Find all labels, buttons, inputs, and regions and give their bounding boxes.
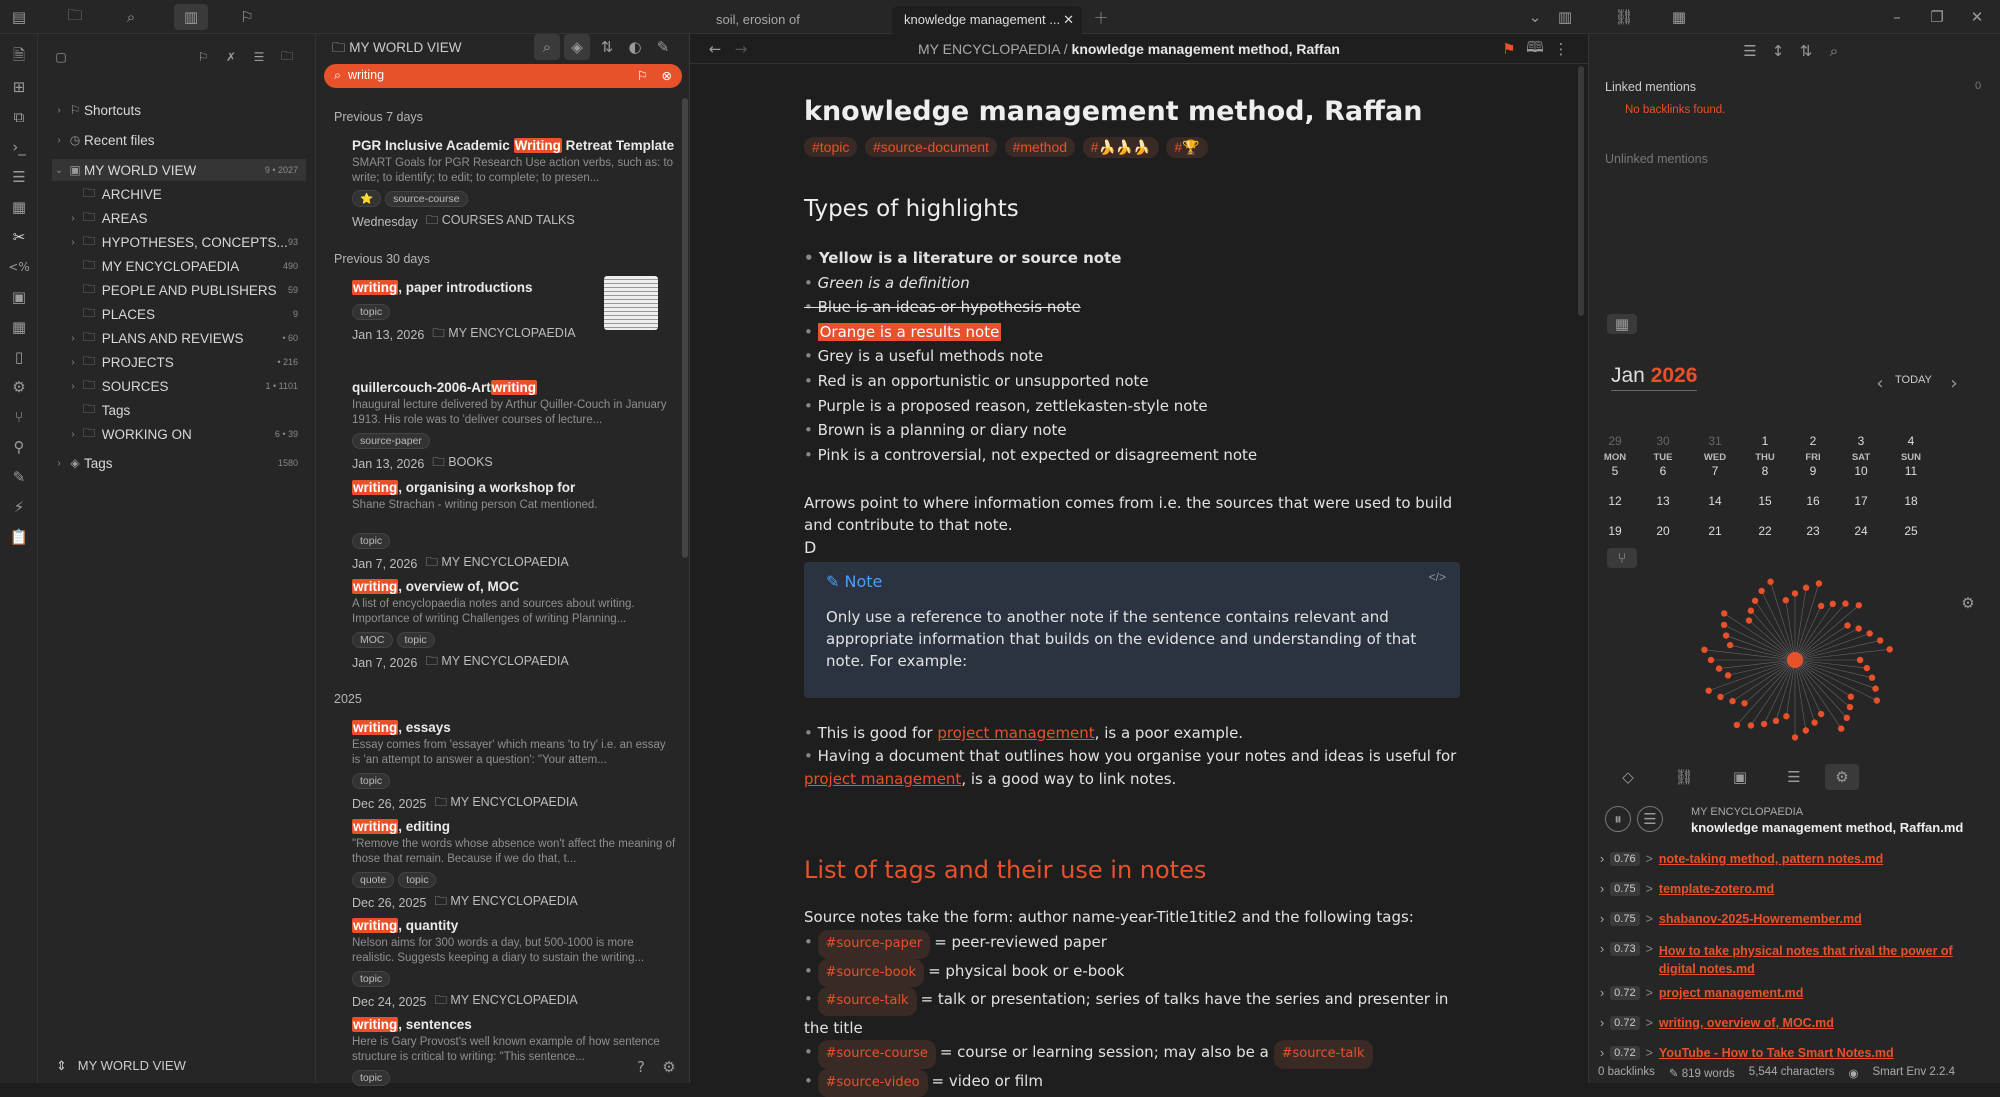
graph-node: [1725, 672, 1731, 678]
prev-month-icon[interactable]: ‹: [1867, 370, 1893, 396]
search-result[interactable]: writing, quantity Nelson aims for 300 words a day, but 500-1000 is more realistic. Suggests keeping a diary to sustain the writing... topic Dec 24, 2025 🗀 MY ENCYCLOPAEDIA: [352, 918, 676, 1012]
calendar-day[interactable]: 20: [1643, 524, 1683, 538]
tag-pill[interactable]: #method: [1005, 137, 1075, 157]
pause-icon[interactable]: ⏸: [1605, 806, 1631, 832]
local-graph[interactable]: [1677, 568, 1913, 768]
list-item: • Red is an opportunistic or unsupported note: [804, 369, 1257, 394]
calendar-day[interactable]: 4: [1891, 434, 1931, 448]
list-item: • #source-paper = peer-reviewed paper: [804, 930, 1464, 959]
tree-item-tags-folder[interactable]: 🗀 Tags: [80, 399, 306, 421]
folder-icon[interactable]: 🗀: [62, 4, 88, 30]
tab-knowledge[interactable]: knowledge management ... ✕: [892, 6, 1082, 34]
list-item: • #source-talk = talk or presentation; series of talks have the series and presenter in the title: [804, 987, 1464, 1040]
calendar-day[interactable]: 16: [1793, 494, 1833, 508]
highlight-list: [804, 246, 1257, 467]
list-item: • Purple is a proposed reason, zettlekasten-style note: [804, 394, 1257, 419]
callout-note[interactable]: [804, 562, 1460, 698]
graph-icon[interactable]: ⊞: [6, 74, 32, 100]
list-icon[interactable]: ☰: [6, 164, 32, 190]
calendar-day[interactable]: 25: [1891, 524, 1931, 538]
calendar-day[interactable]: 30: [1643, 434, 1683, 448]
calendar-day[interactable]: 3: [1841, 434, 1881, 448]
search-result[interactable]: quillercouch-2006-Artwriting Inaugural lecture delivered by Arthur Quiller-Couch in January 1913. His role was to 'deliver courses of lecture... source-paper Jan 13, 2026 🗀 BOOKS: [352, 380, 676, 474]
tree-item-encyclopaedia[interactable]: 🗀 MY ENCYCLOPAEDIA 490: [80, 255, 306, 277]
tree-item-shortcuts[interactable]: › ⚐ Shortcuts: [52, 99, 322, 121]
edit-icon[interactable]: ✎: [650, 34, 676, 60]
vault-switcher[interactable]: ⇕ MY WORLD VIEW: [56, 1058, 186, 1074]
calendar-day[interactable]: 14: [1695, 494, 1735, 508]
heading-highlights: Types of highlights: [804, 196, 1019, 222]
search-panel: [316, 34, 690, 1083]
list-item: • Orange is a results note: [804, 320, 1257, 345]
tree-item-places[interactable]: 🗀 PLACES 9: [80, 303, 306, 325]
search-result[interactable]: writing, essays Essay comes from 'essayer' which means 'to try' i.e. an essay is 'an attempt to answer a question': "Your attem... topic Dec 26, 2025 🗀 MY ENCYCLOPAEDIA: [352, 720, 676, 814]
zoom-icon[interactable]: ⚲: [6, 434, 32, 460]
list-item: • Brown is a planning or diary note: [804, 418, 1257, 443]
callout-body: Only use a reference to another note if the sentence contains relevant and appropriate information that builds on the evidence and understanding of that note. For example:: [826, 606, 1436, 672]
weekday: FRI: [1793, 452, 1833, 463]
bookmark-icon[interactable]: ⚑: [1496, 36, 1522, 62]
callout-title: ✎ Note: [826, 572, 882, 591]
graph-edge: [1745, 660, 1795, 703]
menu-icon[interactable]: ☰: [1637, 806, 1663, 832]
paragraph: Source notes take the form: author name-year-Title1title2 and the following tags:: [804, 908, 1414, 926]
no-backlinks: No backlinks found.: [1625, 104, 1725, 116]
graph-node: [1717, 694, 1723, 700]
graph-node: [1792, 590, 1798, 596]
calendar-day[interactable]: 2: [1793, 434, 1833, 448]
thumbnail-image: [604, 276, 658, 330]
calendar-day[interactable]: 12: [1595, 494, 1635, 508]
tag-icon[interactable]: ◇: [1615, 764, 1641, 790]
tree-item-archive[interactable]: 🗀 ARCHIVE: [80, 183, 306, 205]
graph-edge: [1795, 605, 1859, 660]
reading-view-icon[interactable]: 🕮: [1522, 36, 1548, 62]
code-icon[interactable]: <%: [6, 254, 32, 280]
link-icon[interactable]: ⛓: [1606, 4, 1642, 30]
list-item: • Blue is an ideas or hypothesis note: [804, 295, 1257, 320]
tree-item-projects[interactable]: › 🗀 PROJECTS • 216: [66, 351, 306, 373]
graph-node: [1758, 588, 1764, 594]
graph-node: [1761, 721, 1767, 727]
calendar-day[interactable]: 8: [1745, 464, 1785, 478]
graph-node: [1716, 665, 1722, 671]
graph-edge: [1795, 604, 1833, 660]
clear-search-icon: ⊗: [662, 68, 672, 83]
puzzle-icon[interactable]: ⚙: [6, 374, 32, 400]
linked-mentions-heading[interactable]: Linked mentions: [1605, 80, 1696, 94]
graph-node: [1857, 657, 1863, 663]
card-icon[interactable]: ▣: [6, 284, 32, 310]
ribbon: [0, 34, 38, 1083]
bookmark-icon[interactable]: ⚐: [190, 44, 216, 70]
calendar-icon[interactable]: ▦: [6, 314, 32, 340]
smart-env[interactable]: Smart Env 2.2.4: [1873, 1066, 1955, 1081]
graph-center-node: [1787, 652, 1803, 668]
unlink-icon[interactable]: ✗: [218, 44, 244, 70]
book-icon[interactable]: ▯: [6, 344, 32, 370]
related-item[interactable]: › 0.73 > How to take physical notes that rival the power of digital notes.md: [1600, 942, 1960, 978]
tag-pill[interactable]: #topic: [804, 137, 857, 157]
word-count: ✎ 819 words: [1669, 1066, 1735, 1081]
graph-node: [1741, 700, 1747, 706]
calendar-day[interactable]: 13: [1643, 494, 1683, 508]
graph-view-icon[interactable]: ⑂: [1607, 548, 1637, 568]
internal-link[interactable]: project management: [804, 770, 961, 788]
related-folder: MY ENCYCLOPAEDIA: [1691, 806, 1803, 818]
new-note-icon[interactable]: 🗎: [6, 44, 32, 70]
related-note: knowledge management method, Raffan.md: [1691, 820, 1963, 835]
search-icon[interactable]: ⌕: [534, 34, 560, 60]
git-icon[interactable]: ⑂: [6, 404, 32, 430]
calendar-day[interactable]: 7: [1695, 464, 1735, 478]
view-header: [690, 34, 1588, 64]
calendar-icon[interactable]: ▦: [1607, 314, 1637, 334]
paragraph: D: [804, 538, 816, 557]
breadcrumb[interactable]: MY ENCYCLOPAEDIA / knowledge management method, Raffan: [918, 41, 1340, 57]
related-item[interactable]: › 0.72 > writing, overview of, MOC.md: [1600, 1016, 1990, 1030]
sort-icon[interactable]: ☰: [246, 44, 272, 70]
table-icon[interactable]: ▦: [1666, 4, 1692, 30]
graph-node: [1874, 697, 1880, 703]
calendar-day[interactable]: 1: [1745, 434, 1785, 448]
backlinks-count[interactable]: 0 backlinks: [1598, 1066, 1655, 1081]
list-item: • Grey is a useful methods note: [804, 344, 1257, 369]
graph-edge: [1720, 660, 1795, 697]
table-icon[interactable]: ▦: [6, 194, 32, 220]
tree-item-areas[interactable]: › 🗀 AREAS: [66, 207, 306, 229]
heading-tags: List of tags and their use in notes: [804, 856, 1206, 884]
file-explorer: [38, 34, 316, 1083]
graph-node: [1855, 625, 1861, 631]
calendar-day[interactable]: 9: [1793, 464, 1833, 478]
group-heading: Previous 7 days: [334, 110, 423, 124]
link-icon[interactable]: ⛓: [1671, 764, 1697, 790]
tree-item-plans[interactable]: › 🗀 PLANS AND REVIEWS • 60: [66, 327, 306, 349]
list-item: • #source-video = video or film: [804, 1069, 1464, 1097]
related-item[interactable]: › 0.72 > YouTube - How to Take Smart Notes.md: [1600, 1046, 1990, 1060]
clipboard-icon[interactable]: 📋: [6, 524, 32, 550]
linked-count: 0: [1975, 80, 1981, 92]
list-item: • Having a document that outlines how you organise your notes and ideas is useful for project management, is a good way to link notes.: [804, 745, 1464, 791]
tree-item-sources[interactable]: › 🗀 SOURCES 1 • 1101: [66, 375, 306, 397]
title-bar: [0, 0, 2000, 34]
graph-edge: [1749, 621, 1795, 660]
graph-node: [1872, 685, 1878, 691]
bookmark-icon[interactable]: ⚐: [234, 4, 260, 30]
layers-icon[interactable]: ◈: [564, 34, 590, 60]
graph-settings-icon[interactable]: ⚙: [1955, 590, 1981, 616]
graph-node: [1723, 632, 1729, 638]
weekday: THU: [1745, 452, 1785, 463]
group-heading: Previous 30 days: [334, 252, 430, 266]
weekday: TUE: [1643, 452, 1683, 463]
search-result[interactable]: writing, sentences Here is Gary Provost's well known example of how sentence structure is critical to writing: "This sentence... topic: [352, 1017, 676, 1086]
graph-edge: [1730, 645, 1795, 660]
graph-node: [1803, 727, 1809, 733]
related-item[interactable]: › 0.72 > project management.md: [1600, 986, 1990, 1000]
graph-edge: [1795, 660, 1815, 723]
forward-icon[interactable]: →: [728, 36, 754, 62]
related-item[interactable]: › 0.76 > note-taking method, pattern notes.md: [1600, 852, 1990, 866]
list-item: • Green is a definition: [804, 271, 1257, 296]
list-item: • Yellow is a literature or source note: [804, 246, 1257, 271]
back-icon[interactable]: ←: [702, 36, 728, 62]
close-tab-icon[interactable]: ✕: [1063, 12, 1074, 28]
graph-node: [1734, 722, 1740, 728]
graph-node: [1727, 642, 1733, 648]
graph-node: [1746, 617, 1752, 623]
search-result[interactable]: PGR Inclusive Academic Writing Retreat Template SMART Goals for PGR Research Use action verbs, such as: to write; to identify; to edit; to complete; to presen... ⭐ source-course Wednesday 🗀 COURSES AND TALKS: [352, 138, 676, 232]
search-icon[interactable]: ⌕: [118, 4, 144, 30]
graph-edge: [1724, 625, 1795, 660]
new-tab-icon[interactable]: ＋: [1088, 4, 1114, 30]
graph-node: [1866, 630, 1872, 636]
tag-list: [804, 137, 1212, 158]
code-icon[interactable]: </>: [1429, 570, 1446, 584]
graph-edge: [1795, 629, 1859, 661]
minimize-icon[interactable]: –: [1884, 4, 1910, 30]
bookmark-search-icon: ⚐: [637, 68, 648, 83]
tools-icon[interactable]: ✂: [6, 224, 32, 250]
calendar-day[interactable]: 6: [1643, 464, 1683, 478]
graph-node: [1773, 718, 1779, 724]
unlinked-mentions-heading[interactable]: Unlinked mentions: [1605, 152, 1708, 166]
graph-node: [1887, 646, 1893, 652]
graph-edge: [1795, 640, 1880, 660]
graph-node: [1705, 687, 1711, 693]
char-count: 5,544 characters: [1749, 1066, 1835, 1081]
note-title[interactable]: knowledge management method, Raffan: [804, 96, 1422, 127]
tree-item-tags[interactable]: › ◈ Tags 1580: [52, 452, 306, 474]
tree-item-people[interactable]: 🗀 PEOPLE AND PUBLISHERS 59: [80, 279, 306, 301]
weekday: MON: [1595, 452, 1635, 463]
tag-pill[interactable]: #source-document: [865, 137, 997, 157]
search-result[interactable]: writing, overview of, MOC A list of encyclopaedia notes and sources about writing. Importance of writing Challenges of writing Planning... MOC topic Jan 7, 2026 🗀 MY ENCYCLOPAEDIA: [352, 579, 676, 673]
pen-icon[interactable]: ✎: [6, 464, 32, 490]
graph-node: [1864, 665, 1870, 671]
tree-item-working-on[interactable]: › 🗀 WORKING ON 6 • 39: [66, 423, 306, 445]
graph-node: [1844, 622, 1850, 628]
calendar-day[interactable]: 23: [1793, 524, 1833, 538]
tree-item-my-world-view[interactable]: ⌄ ▣ MY WORLD VIEW 9 • 2027: [52, 159, 306, 181]
tag-pill[interactable]: #🏆: [1166, 137, 1207, 158]
list-item: • Pink is a controversial, not expected or disagreement note: [804, 443, 1257, 468]
tree-item-hypotheses[interactable]: › 🗀 HYPOTHESES, CONCEPTS... 93: [66, 231, 306, 253]
sync-icon[interactable]: ◉: [1848, 1066, 1858, 1081]
graph-node: [1721, 610, 1727, 616]
paragraph: Arrows point to where information comes from i.e. the sources that were used to build and contribute to that note.: [804, 492, 1464, 536]
calendar-day[interactable]: 24: [1841, 524, 1881, 538]
internal-link[interactable]: project management: [937, 724, 1094, 742]
search-panel-title: 🗀 MY WORLD VIEW: [332, 38, 462, 61]
graph-node: [1838, 725, 1844, 731]
group-heading: 2025: [334, 692, 362, 706]
search-result[interactable]: writing, paper introductions topic Jan 13, 2026 🗀 MY ENCYCLOPAEDIA: [352, 280, 676, 345]
weekday: SAT: [1841, 452, 1881, 463]
graph-node: [1811, 719, 1817, 725]
graph-node: [1848, 694, 1854, 700]
graph-node: [1856, 602, 1862, 608]
scrollbar[interactable]: [1578, 66, 1584, 316]
example-list: [804, 722, 1464, 791]
list-item: • This is good for project management, is a poor example.: [804, 722, 1464, 745]
close-window-icon[interactable]: ✕: [1964, 4, 1990, 30]
bolt-icon[interactable]: ⚡: [6, 494, 32, 520]
list-item: • #source-book = physical book or e-book: [804, 959, 1464, 988]
tab-soil[interactable]: soil, erosion of: [704, 6, 812, 34]
next-month-icon[interactable]: ›: [1941, 370, 1967, 396]
search-result[interactable]: writing, editing "Remove the words whose absence won't affect the meaning of those that remain. Because if we do that, t... quote topic Dec 26, 2025 🗀 MY ENCYCLOPAEDIA: [352, 819, 676, 913]
calendar-day[interactable]: 31: [1695, 434, 1735, 448]
calendar-day[interactable]: 29: [1595, 434, 1635, 448]
graph-node: [1752, 598, 1758, 604]
tree-item-recent[interactable]: › ◷ Recent files: [52, 129, 322, 151]
more-options-icon[interactable]: ⋮: [1548, 36, 1574, 62]
graph-edge: [1795, 583, 1819, 660]
graph-node: [1701, 647, 1707, 653]
graph-edge: [1776, 660, 1795, 721]
related-item[interactable]: › 0.75 > shabanov-2025-Howremember.md: [1600, 912, 1990, 926]
sort-icon[interactable]: ⇅: [594, 34, 620, 60]
today-button[interactable]: TODAY: [1895, 374, 1932, 386]
tag-pill[interactable]: #🍌🍌🍌: [1083, 137, 1159, 158]
scrollbar[interactable]: [682, 98, 688, 558]
graph-edge: [1755, 601, 1795, 660]
list-icon[interactable]: ☰: [1737, 38, 1763, 64]
palette-icon[interactable]: ◐: [622, 34, 648, 60]
calendar-day[interactable]: 15: [1745, 494, 1785, 508]
graph-node: [1748, 608, 1754, 614]
expand-icon[interactable]: ↕: [1765, 38, 1791, 64]
calendar-day[interactable]: 18: [1891, 494, 1931, 508]
calendar-day[interactable]: 17: [1841, 494, 1881, 508]
graph-node: [1847, 704, 1853, 710]
calendar-day[interactable]: 19: [1595, 524, 1635, 538]
right-sidebar-toggle-icon[interactable]: ▥: [1552, 4, 1578, 30]
tag-definition-list: [804, 930, 1464, 1097]
graph-node: [1767, 579, 1773, 585]
outline-icon[interactable]: ☰: [1781, 764, 1807, 790]
graph-node: [1816, 580, 1822, 586]
sort-icon[interactable]: ⇅: [1793, 38, 1819, 64]
calendar-day[interactable]: 10: [1841, 464, 1881, 478]
graph-node: [1842, 600, 1848, 606]
graph-node: [1721, 622, 1727, 628]
related-item[interactable]: › 0.75 > template-zotero.md: [1600, 882, 1990, 896]
chevron-down-icon[interactable]: ⌄: [1522, 4, 1548, 30]
graph-node: [1729, 698, 1735, 704]
terminal-icon[interactable]: ›_: [6, 134, 32, 160]
graph-edge: [1771, 582, 1795, 660]
graph-node: [1844, 715, 1850, 721]
calendar-day[interactable]: 5: [1595, 464, 1635, 478]
connections-icon[interactable]: ⚙: [1825, 764, 1859, 790]
graph-node: [1818, 603, 1824, 609]
calendar-day[interactable]: 11: [1891, 464, 1931, 478]
graph-node: [1792, 734, 1798, 740]
graph-node: [1803, 585, 1809, 591]
graph-node: [1783, 713, 1789, 719]
graph-node: [1818, 711, 1824, 717]
layout-icon[interactable]: ▥: [174, 4, 208, 30]
graph-edge: [1728, 660, 1795, 675]
sidebar-toggle-icon[interactable]: ▤: [6, 4, 32, 30]
graph-edge: [1795, 660, 1841, 729]
graph-node: [1869, 675, 1875, 681]
copy-icon[interactable]: ⧉: [6, 104, 32, 130]
archive-icon[interactable]: ▣: [1727, 764, 1753, 790]
graph-node: [1708, 657, 1714, 663]
graph-node: [1748, 722, 1754, 728]
graph-node: [1830, 601, 1836, 607]
new-folder-icon[interactable]: 🗀: [274, 44, 300, 70]
weekday: WED: [1695, 452, 1735, 463]
help-icon[interactable]: ?: [628, 1054, 654, 1080]
graph-node: [1877, 637, 1883, 643]
status-bar: [1590, 1064, 2000, 1083]
maximize-icon[interactable]: ❐: [1924, 4, 1950, 30]
graph-edge: [1795, 660, 1850, 707]
graph-node: [1783, 597, 1789, 603]
settings-icon[interactable]: ⚙: [656, 1054, 682, 1080]
list-item: • #source-course = course or learning session; may also be a #source-talk: [804, 1040, 1464, 1069]
search-input[interactable]: ⌕ writing ⚐ ⊗: [324, 64, 682, 88]
collapse-icon[interactable]: ▢: [48, 44, 74, 70]
weekday: SUN: [1891, 452, 1931, 463]
search-result[interactable]: writing, organising a workshop for Shane Strachan - writing person Cat mentioned. topic Jan 7, 2026 🗀 MY ENCYCLOPAEDIA: [352, 480, 676, 574]
calendar-month: Jan 2026: [1611, 364, 1697, 391]
search-icon[interactable]: ⌕: [1821, 38, 1847, 64]
calendar-day[interactable]: 22: [1745, 524, 1785, 538]
calendar-day[interactable]: 21: [1695, 524, 1735, 538]
